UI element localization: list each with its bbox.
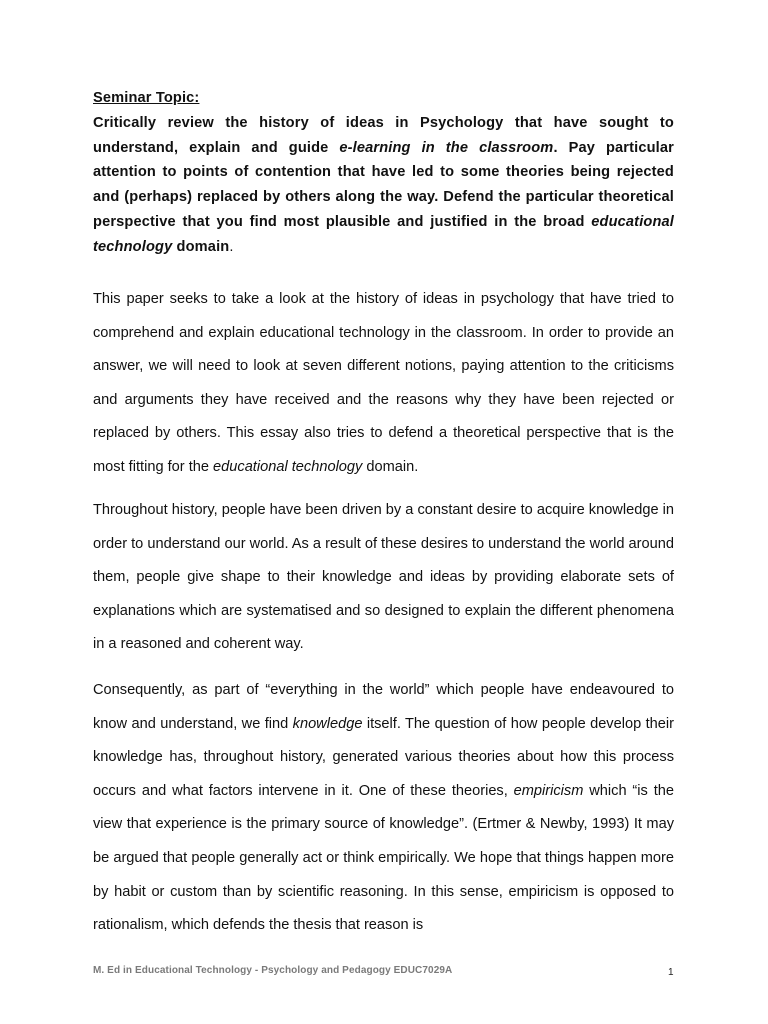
paragraph-intro-emphasis: educational technology (213, 458, 363, 475)
seminar-prompt-period: . (229, 238, 234, 255)
paragraph-empiricism-emphasis-2: empiricism (513, 782, 584, 799)
page-number: 1 (668, 967, 674, 978)
seminar-prompt-text-3: domain (172, 238, 230, 255)
paragraph-history: Throughout history, people have been driven by a constant desire to acquire knowledge in order to understand our world. As a result of these desires to understand the world around them, people give shape to their knowledge and ideas by providing elaborate sets of explanations which are systematised and so designed to explain the different phenomena in a reasoned and coherent way. (93, 502, 674, 653)
seminar-topic-label: Seminar Topic: (93, 90, 200, 106)
paragraph-intro-text-2: domain. (362, 458, 419, 475)
seminar-topic-block (93, 86, 674, 260)
paragraph-intro (93, 283, 674, 485)
seminar-prompt-emphasis-2: educational technology (93, 213, 674, 255)
seminar-prompt-emphasis-1: e-learning in the classroom (339, 139, 554, 156)
paragraph-empiricism-text-3: which “is the view that experience is the primary source of knowledge”. (Ertmer & Newby, 1993) It may be argued that people generally act or think empirically. We hope that things happen more by habit or custom than by scientific reasoning. In this sense, empiricism is opposed to rationalism, which defends the thesis that reason is (93, 782, 674, 934)
seminar-prompt-text-2: . Pay particular attention to points of contention that have led to some theories being rejected and (perhaps) replaced by others along the way. Defend the particular theoretical perspective that you find most plausible and justified in the broad (93, 139, 674, 230)
paragraph-empiricism-emphasis-1: knowledge (292, 715, 363, 732)
paragraph-empiricism-text-2: itself. The question of how people develop their knowledge has, throughout history, generated various theories about how this process occurs and what factors intervene in it. One of these theories, (93, 715, 674, 799)
paragraph-empiricism-text-1: Consequently, as part of “everything in the world” which people have endeavoured to know and understand, we find (93, 682, 674, 732)
page-footer: M. Ed in Educational Technology - Psychology and Pedagogy EDUC7029A (93, 965, 453, 976)
paragraph-empiricism (93, 674, 674, 943)
seminar-prompt-text-1: Critically review the history of ideas in Psychology that have sought to understand, explain and guide (93, 114, 674, 156)
paragraph-intro-text-1: This paper seeks to take a look at the history of ideas in psychology that have tried to comprehend and explain educational technology in the classroom. In order to provide an answer, we will need to look at seven different notions, paying attention to the criticisms and arguments they have received and the reasons why they have been rejected or replaced by others. This essay also tries to defend a theoretical perspective that is the most fitting for the (93, 291, 674, 475)
